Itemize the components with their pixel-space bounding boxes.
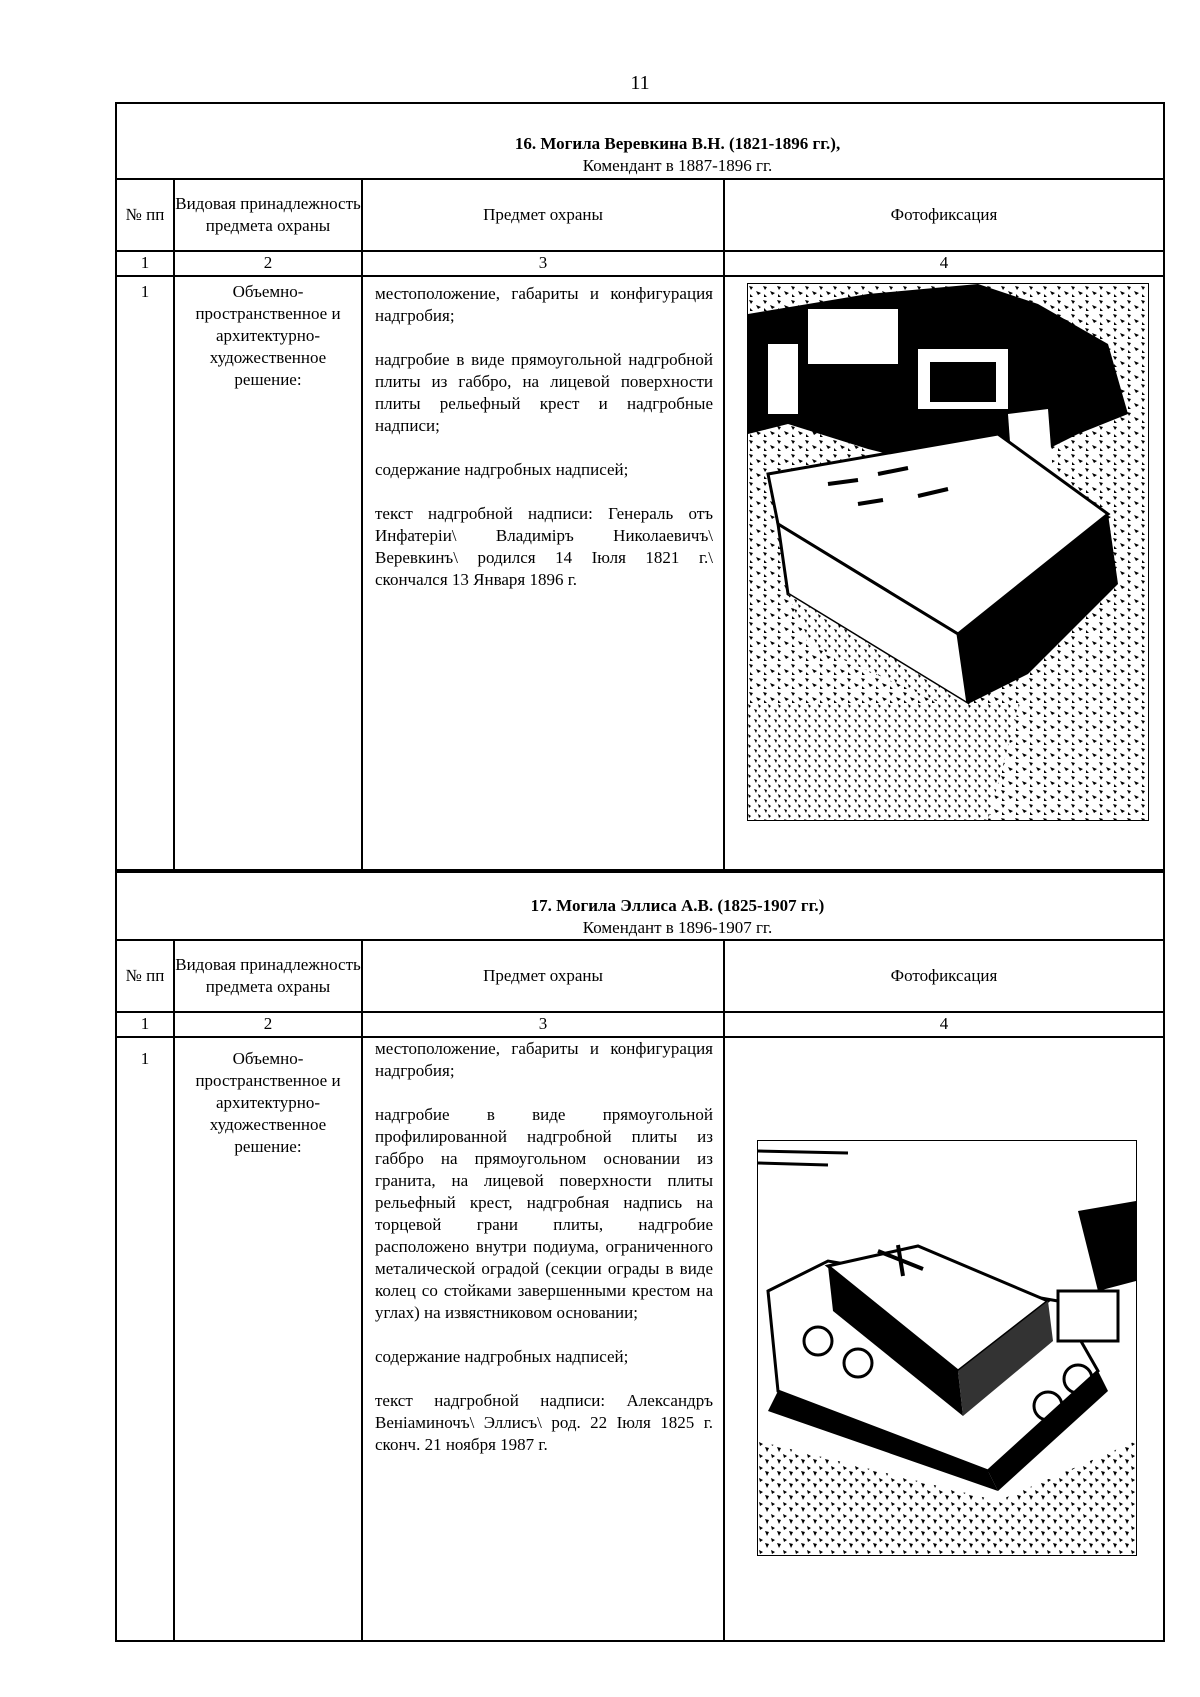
header-photo: Фотофиксация <box>724 179 1164 251</box>
col-number: 3 <box>362 251 724 276</box>
subject-paragraph: надгробие в виде прямоугольной профилированной надгробной плиты из габбро на прямоугольном основании из гранита, на лицевой поверхности плиты рельефный крест, надгробная надпись на торцевой грани плиты, надгробие расположено внутри подиума, ограниченного металической оградой (секции ограды в виде колец со стойками завершенными крестом на углах) на извястниковом основании; <box>375 1105 713 1322</box>
header-subject: Предмет охраны <box>362 179 724 251</box>
section-heading: 16. Могила Веревкина В.Н. (1821-1896 гг.), <box>514 134 841 153</box>
grave-17-table <box>115 869 1165 1642</box>
section-title <box>116 103 1164 179</box>
col-number: 1 <box>116 251 174 276</box>
header-photo: Фотофиксация <box>724 940 1164 1012</box>
grave-photo <box>747 283 1149 821</box>
grave-16-table <box>115 102 1165 873</box>
subject-paragraph: текст надгробной надписи: Александръ Веніаминочъ\ Эллисъ\ род. 22 Іюля 1825 г. сконч. 21 ноября 1987 г. <box>375 1391 713 1454</box>
col-number: 4 <box>724 1012 1164 1037</box>
header-vid: Видовая принадлежность предмета охраны <box>174 940 362 1012</box>
vid-description: Объемно-пространственное и архитектурно-художественное решение: <box>174 1037 362 1641</box>
section-title <box>116 870 1164 940</box>
vid-description: Объемно-пространственное и архитектурно-художественное решение: <box>174 276 362 872</box>
subject-paragraph: местоположение, габариты и конфигурация надгробия; <box>375 284 713 325</box>
header-subject: Предмет охраны <box>362 940 724 1012</box>
subject-paragraph: надгробие в виде прямоугольной надгробной плиты из габбро, на лицевой поверхности плиты рельефный крест и надгробные надписи; <box>375 350 713 435</box>
header-vid: Видовая принадлежность предмета охраны <box>174 179 362 251</box>
subject-paragraph: содержание надгробных надписей; <box>375 1347 629 1366</box>
subject-paragraph: местоположение, габариты и конфигурация надгробия; <box>375 1039 713 1080</box>
col-number: 2 <box>174 1012 362 1037</box>
subject-paragraph: текст надгробной надписи: Генераль отъ Инфатеріи\ Владиміръ Николаевичъ\ Веревкинъ\ родился 14 Іюля 1821 г.\ скончался 13 Января 1896 г. <box>375 504 713 589</box>
grave-photo <box>757 1140 1137 1556</box>
section-subtitle: Комендант в 1896-1907 гг. <box>582 918 773 937</box>
col-number: 2 <box>174 251 362 276</box>
row-number: 1 <box>116 1037 174 1641</box>
header-num: № пп <box>116 179 174 251</box>
col-number: 3 <box>362 1012 724 1037</box>
section-heading: 17. Могила Эллиса А.В. (1825-1907 гг.) <box>530 896 825 915</box>
col-number: 4 <box>724 251 1164 276</box>
protection-subject <box>362 1037 724 1641</box>
protection-subject <box>362 276 724 872</box>
section-subtitle: Комендант в 1887-1896 гг. <box>582 156 773 175</box>
col-number: 1 <box>116 1012 174 1037</box>
header-num: № пп <box>116 940 174 1012</box>
subject-paragraph: содержание надгробных надписей; <box>375 460 629 479</box>
photo-cell <box>724 1037 1164 1641</box>
page-number: 11 <box>630 72 650 94</box>
row-number: 1 <box>116 276 174 872</box>
photo-cell <box>724 276 1164 872</box>
